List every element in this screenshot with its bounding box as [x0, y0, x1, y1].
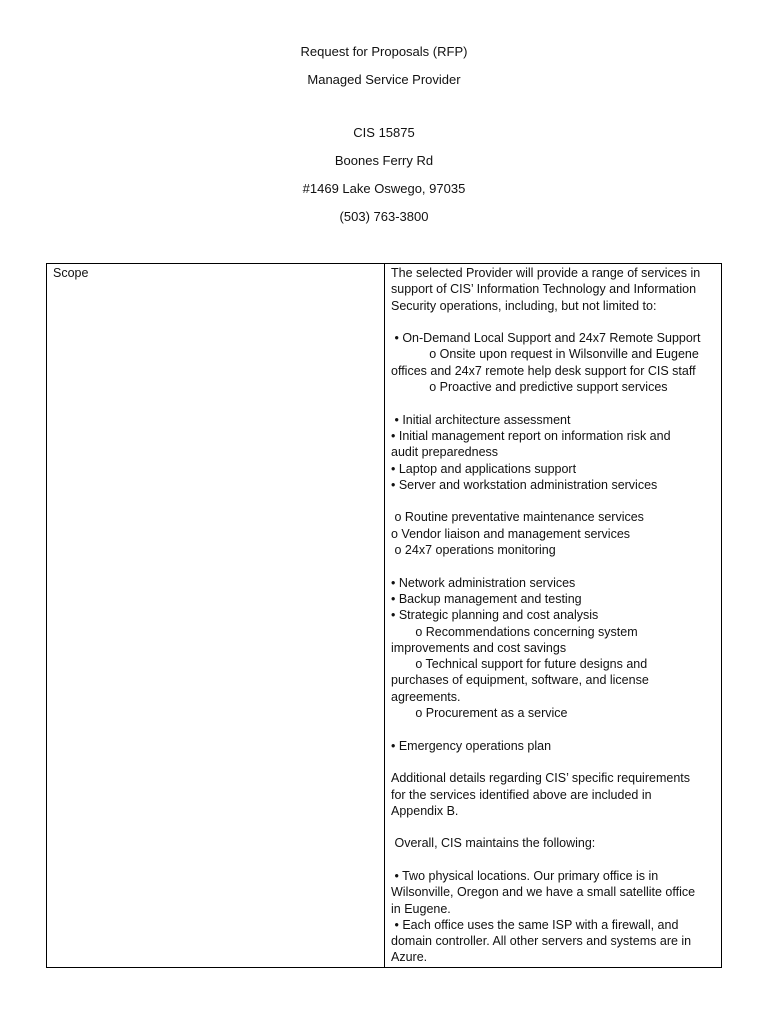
document-title: Request for Proposals (RFP) — [300, 44, 468, 59]
scope-text-line: improvements and cost savings — [391, 640, 567, 655]
scope-text-line: Overall, CIS maintains the following: — [391, 836, 596, 851]
scope-text-line: • Laptop and applications support — [391, 461, 577, 476]
address-city: #1469 Lake Oswego, 97035 — [302, 181, 466, 196]
blank-line — [391, 395, 715, 411]
scope-text-line: • Backup management and testing — [391, 591, 582, 606]
scope-text-line: • Initial management report on information risk and — [391, 428, 671, 443]
scope-table — [46, 263, 722, 968]
scope-text-line: o Procurement as a service — [391, 706, 568, 721]
blank-line — [391, 754, 715, 770]
scope-text-line: Additional details regarding CIS’ specific requirements — [391, 771, 690, 786]
scope-text-line: • Server and workstation administration services — [391, 477, 658, 492]
phone-number: (503) 763-3800 — [339, 209, 429, 224]
scope-text-line: o 24x7 operations monitoring — [391, 543, 556, 558]
scope-text-line: for the services identified above are included in — [391, 787, 652, 802]
scope-text-line: • Two physical locations. Our primary office is in — [391, 868, 659, 883]
scope-text-line: o Vendor liaison and management services — [391, 526, 631, 541]
address-street: Boones Ferry Rd — [334, 153, 434, 168]
scope-text-line: Appendix B. — [391, 803, 459, 818]
scope-text-line: o Proactive and predictive support services — [391, 380, 668, 395]
document-subtitle: Managed Service Provider — [307, 72, 461, 87]
scope-text-line: The selected Provider will provide a range of services in — [391, 266, 701, 280]
scope-text-line: audit preparedness — [391, 445, 499, 460]
scope-text-line: o Recommendations concerning system — [391, 624, 638, 639]
scope-label: Scope — [53, 266, 89, 280]
scope-text-line: o Technical support for future designs and — [391, 657, 648, 672]
scope-text-line: • On-Demand Local Support and 24x7 Remote Support — [391, 331, 701, 346]
scope-text-line: o Routine preventative maintenance services — [391, 510, 644, 525]
blank-line — [391, 558, 715, 574]
organization-name: CIS 15875 — [353, 125, 415, 140]
scope-text-line: in Eugene. — [391, 901, 451, 916]
scope-text-line: Wilsonville, Oregon and we have a small satellite office — [391, 885, 696, 900]
scope-text-line: • Each office uses the same ISP with a firewall, and — [391, 917, 679, 932]
scope-text-line: Azure. — [391, 950, 428, 965]
blank-line — [391, 852, 715, 868]
scope-text-line: • Initial architecture assessment — [391, 412, 571, 427]
blank-line — [391, 721, 715, 737]
scope-text-line: o Onsite upon request in Wilsonville and Eugene — [391, 347, 699, 362]
scope-text-line: • Strategic planning and cost analysis — [391, 608, 599, 623]
scope-text-line: agreements. — [391, 689, 461, 704]
scope-text-line: • Network administration services — [391, 575, 576, 590]
scope-content — [391, 265, 715, 966]
scope-text-line: support of CIS’ Information Technology and Information — [391, 282, 697, 297]
scope-label-cell — [47, 264, 385, 968]
scope-text-line: • Emergency operations plan — [391, 738, 552, 753]
table-row — [47, 264, 722, 968]
scope-text-line: domain controller. All other servers and systems are in — [391, 934, 692, 949]
blank-line — [391, 493, 715, 509]
blank-line — [391, 819, 715, 835]
scope-text-line: offices and 24x7 remote help desk support for CIS staff — [391, 363, 696, 378]
scope-text-line: purchases of equipment, software, and license — [391, 673, 649, 688]
scope-text-line: Security operations, including, but not limited to: — [391, 298, 657, 313]
blank-line — [391, 314, 715, 330]
scope-content-cell — [385, 264, 722, 968]
